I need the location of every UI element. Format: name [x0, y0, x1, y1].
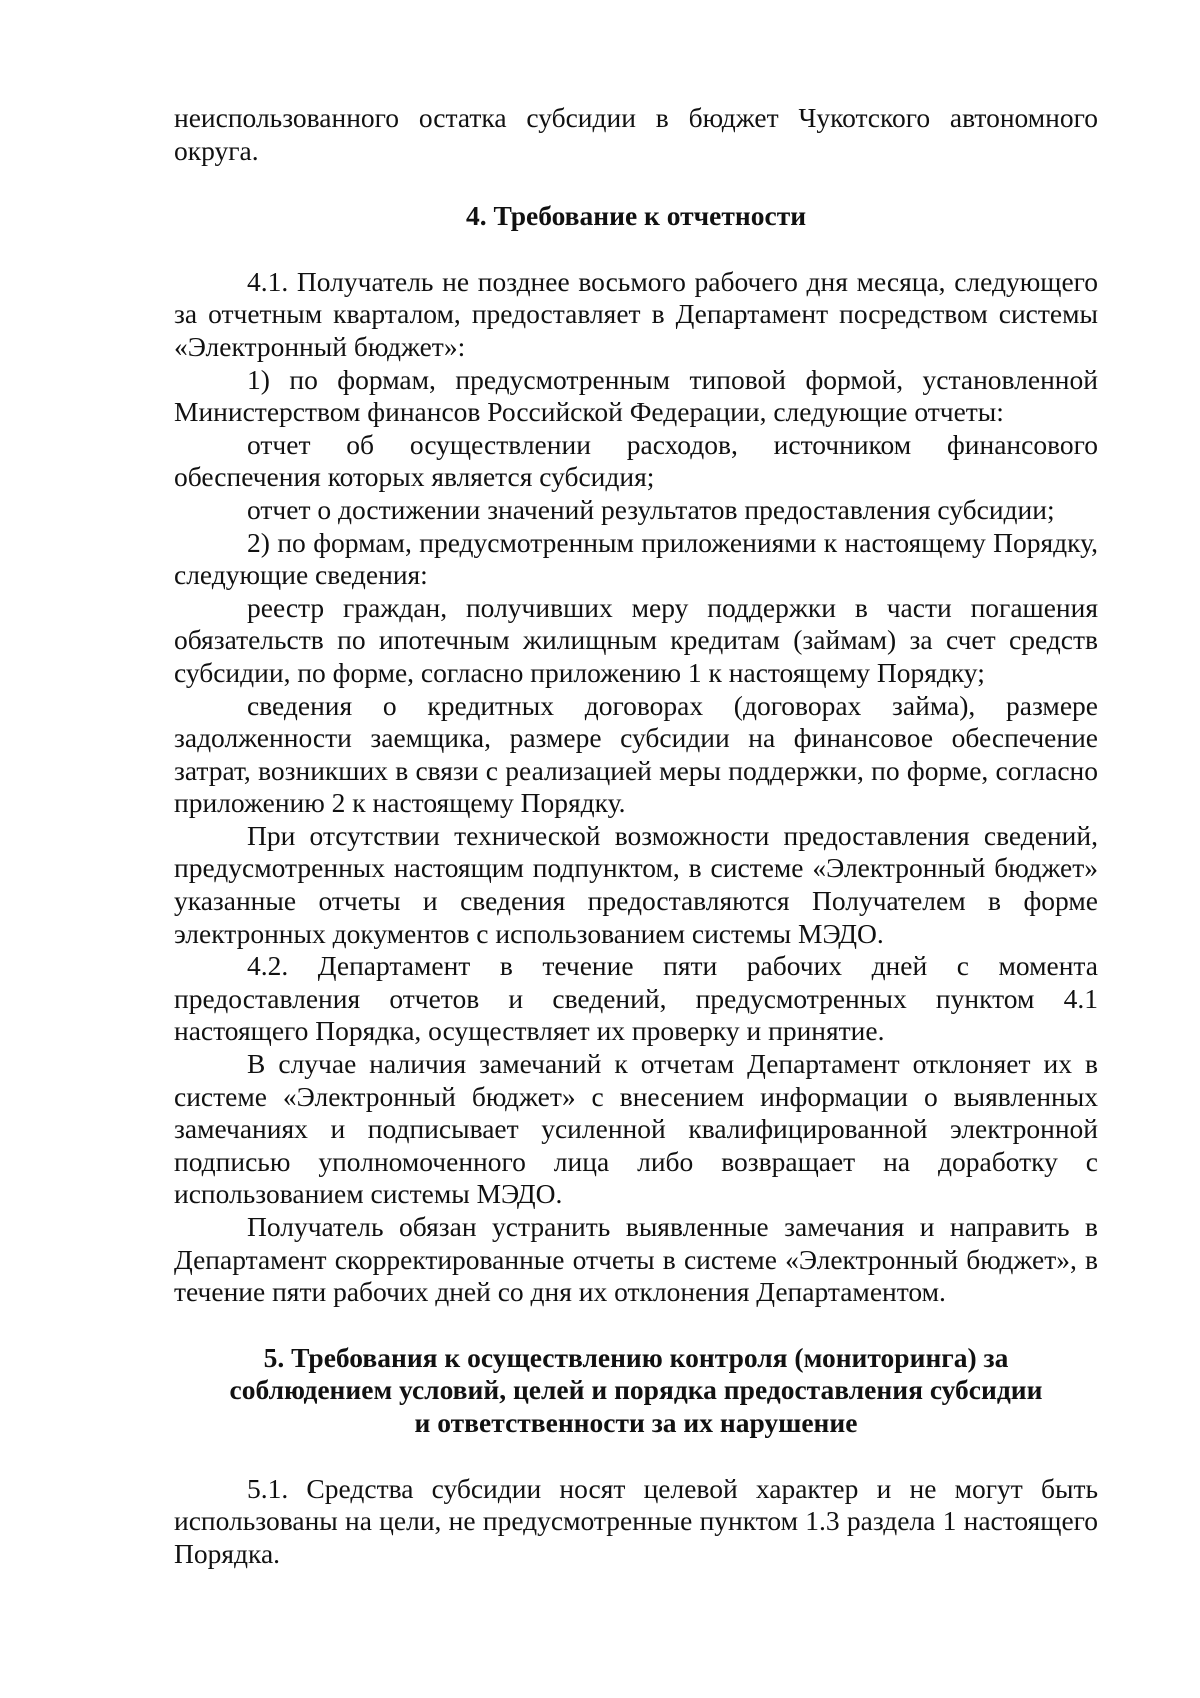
paragraph-report-results: отчет о достижении значений результатов предоставления субсидии; — [247, 493, 1055, 525]
paragraph-no-tech-capability: При отсутствии технической возможности предоставления сведений, предусмотренных настоящим подпунктом, в системе «Электронный бюджет» указанные отчеты и сведения предоставляются Получателем в форме электронных документов с использованием системы МЭДО. — [174, 819, 1098, 949]
paragraph-4-1-item-1: 1) по формам, предусмотренным типовой формой, установленной Министерством финансов Российской Федерации, следующие отчеты: — [174, 363, 1098, 428]
section-5-heading-line-3: и ответственности за их нарушение — [414, 1406, 858, 1438]
paragraph-4-2: 4.2. Департамент в течение пяти рабочих дней с момента предоставления отчетов и сведений, предусмотренных пунктом 4.1 настоящего Порядка, осуществляет их проверку и принятие. — [174, 950, 1098, 1047]
intro-paragraph: неиспользованного остатка субсидии в бюджет Чукотского автономного округа. — [174, 102, 1098, 166]
paragraph-registry: реестр граждан, получивших меру поддержки в части погашения обязательств по ипотечным жилищным кредитам (займам) за счет средств субсидии, по форме, согласно приложению 1 к настоящему Порядку; — [174, 591, 1098, 688]
paragraph-report-expenses: отчет об осуществлении расходов, источником финансового обеспечения которых является субсидия; — [174, 428, 1098, 493]
paragraph-4-1-item-2: 2) по формам, предусмотренным приложениями к настоящему Порядку, следующие сведения: — [174, 526, 1098, 591]
section-4-body — [174, 266, 1098, 1309]
section-5-heading — [174, 1342, 1098, 1440]
paragraph-recipient-obligation: Получатель обязан устранить выявленные замечания и направить в Департамент скорректированные отчеты в системе «Электронный бюджет», в течение пяти рабочих дней со дня их отклонения Департаментом. — [174, 1211, 1098, 1308]
paragraph-4-1: 4.1. Получатель не позднее восьмого рабочего дня месяца, следующего за отчетным кварталом, предоставляет в Департамент посредством системы «Электронный бюджет»: — [174, 265, 1098, 362]
paragraph-loan-info: сведения о кредитных договорах (договорах займа), размере задолженности заемщика, размере субсидии на финансовое обеспечение затрат, возникших в связи с реализацией меры поддержки, по форме, согласно приложению 2 к настоящему Порядку. — [174, 689, 1098, 819]
paragraph-remarks: В случае наличия замечаний к отчетам Департамент отклоняет их в системе «Электронный бюджет» с внесением информации о выявленных замечаниях и подписывает усиленной квалифицированной электронной подписью уполномоченного лица либо возвращает на доработку с использованием системы МЭДО. — [174, 1048, 1098, 1210]
section-4-heading: 4. Требование к отчетности — [465, 200, 807, 232]
paragraph-5-1: 5.1. Средства субсидии носят целевой характер и не могут быть использованы на цели, не предусмотренные пунктом 1.3 раздела 1 настоящего Порядка. — [174, 1472, 1098, 1569]
section-5-heading-line-1: 5. Требования к осуществлению контроля (мониторинга) за — [263, 1341, 1009, 1373]
section-5-heading-line-2: соблюдением условий, целей и порядка предоставления субсидии — [229, 1374, 1043, 1406]
